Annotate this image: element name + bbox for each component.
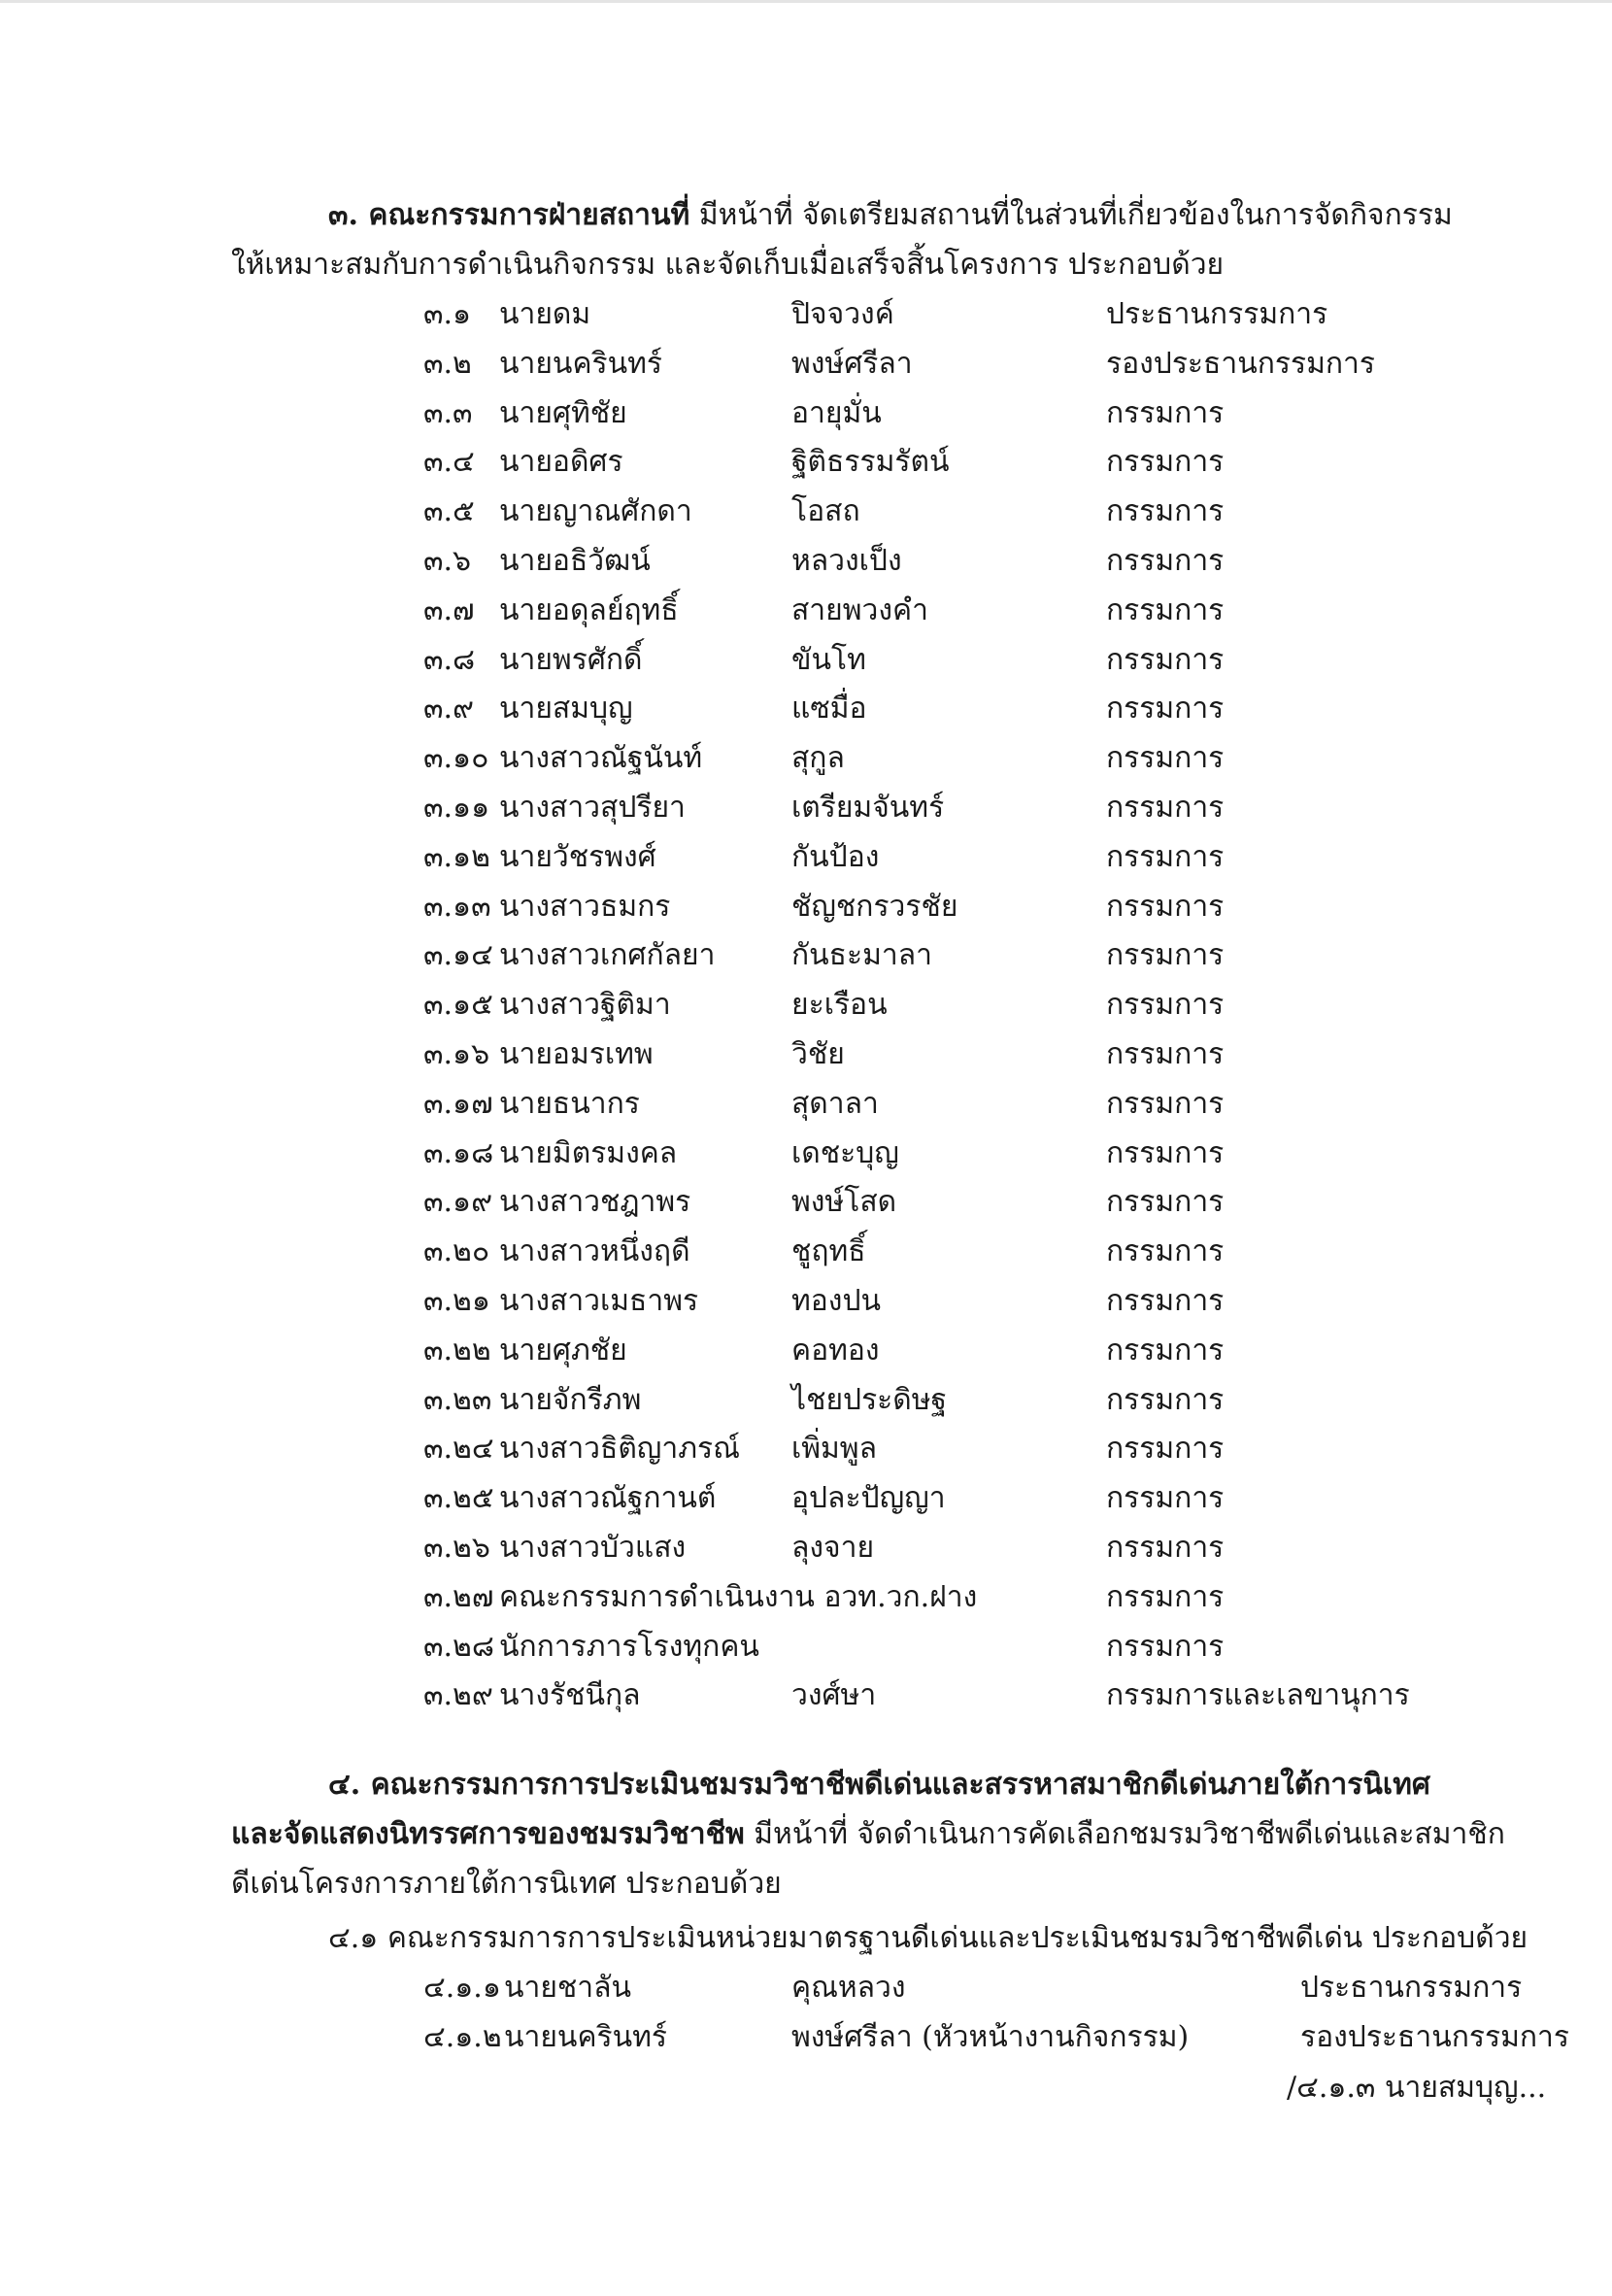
member-role: กรรมการ [1106, 938, 1225, 973]
member-surname: สุดาลา [791, 1086, 879, 1121]
member-role: ประธานกรรมการ [1106, 297, 1328, 331]
member-name: นายสมบุญ [499, 692, 633, 726]
member-number: ๓.๑๖ [423, 1037, 490, 1071]
member-number: ๓.๓ [423, 395, 473, 430]
member-name: นางสาวธิติญาภรณ์ [499, 1432, 740, 1467]
list-item [0, 1326, 1612, 1375]
list-item [0, 635, 1612, 685]
member-name: นายญาณศักดา [499, 494, 692, 529]
list-item [0, 980, 1612, 1030]
list-item [0, 289, 1612, 339]
member-name: นายอดุลย์ฤทธิ์ [499, 592, 679, 627]
list-item [0, 1129, 1612, 1178]
section4-1-title: ๔.๑ คณะกรรมการการประเมินหน่วยมาตรฐานดีเด่นและประเมินชมรมวิชาชีพดีเด่น ประกอบด้วย [328, 1921, 1528, 1955]
member-role: กรรมการ [1106, 1284, 1225, 1318]
member-role: กรรมการ [1106, 642, 1225, 677]
member-role: กรรมการ [1106, 791, 1225, 825]
member-surname: เพิ่มพูล [791, 1432, 877, 1467]
list-item [0, 1424, 1612, 1473]
list-item [0, 1963, 1612, 2012]
member-name: นางสาวธมกร [499, 889, 671, 924]
member-surname: ขันโท [791, 642, 866, 677]
member-surname: คอทอง [791, 1333, 880, 1367]
member-name: นายอดิศร [499, 445, 623, 480]
member-name: นางสาวสุปรียา [499, 791, 686, 825]
member-number: ๓.๒๗ [423, 1579, 494, 1614]
member-role: กรรมการ [1106, 1432, 1225, 1467]
member-name: นางสาวเมธาพร [499, 1284, 699, 1318]
member-name: นายพรศักดิ์ [499, 642, 643, 677]
member-role: กรรมการ [1106, 1531, 1225, 1565]
member-number: ๓.๒๖ [423, 1531, 490, 1565]
member-surname: เตรียมจันทร์ [791, 791, 945, 825]
member-role: กรรมการ [1106, 1382, 1225, 1417]
member-number: ๓.๒๓ [423, 1382, 492, 1417]
member-role: กรรมการ [1106, 1333, 1225, 1367]
section3-line1 [328, 190, 1453, 240]
section3-duty-line1: มีหน้าที่ จัดเตรียมสถานที่ในส่วนที่เกี่ยวข้องในการจัดกิจกรรม [689, 198, 1453, 232]
member-number: ๓.๑๔ [423, 938, 493, 973]
member-number: ๓.๕ [423, 494, 475, 529]
member-role: กรรมการ [1106, 544, 1225, 578]
member-name: นายวัชรพงศ์ [499, 839, 656, 874]
member-number: ๓.๙ [423, 692, 475, 726]
member-role: กรรมการ [1106, 839, 1225, 874]
section4-heading: ๔. คณะกรรมการการประเมินชมรมวิชาชีพดีเด่นและสรรหาสมาชิกดีเด่นภายใต้การนิเทศ [328, 1768, 1430, 1802]
list-item [0, 1375, 1612, 1425]
list-item [0, 2012, 1612, 2062]
member-name: นายนครินทร์ [504, 2020, 668, 2054]
member-name: นายจักรีภพ [499, 1382, 642, 1417]
member-number: ๓.๒ [423, 346, 472, 381]
member-surname: อุปละปัญญา [791, 1481, 946, 1516]
member-surname: กันธะมาลา [791, 938, 932, 973]
section3-duty-line2: ให้เหมาะสมกับการดำเนินกิจกรรม และจัดเก็บเมื่อเสร็จสิ้นโครงการ ประกอบด้วย [231, 248, 1225, 282]
member-surname: วงศ์ษา [791, 1678, 877, 1713]
member-role: กรรมการ [1106, 741, 1225, 776]
member-surname: ลุงจาย [791, 1531, 875, 1565]
section4-heading-line2: และจัดแสดงนิทรรศการของชมรมวิชาชีพ [231, 1817, 745, 1851]
continuation-note: /๔.๑.๓ นายสมบุญ... [1287, 2071, 1547, 2105]
member-number: ๔.๑.๒ [423, 2020, 502, 2054]
member-surname: อายุมั่น [791, 395, 882, 430]
member-surname: หลวงเป็ง [791, 544, 902, 578]
list-item [0, 733, 1612, 783]
member-number: ๓.๒๔ [423, 1432, 494, 1467]
list-item [0, 1227, 1612, 1276]
member-name: คณะกรรมการดำเนินงาน อวท.วก.ฝาง [499, 1579, 978, 1614]
member-role: กรรมการ [1106, 592, 1225, 627]
member-role: กรรมการ [1106, 1234, 1225, 1269]
member-role: กรรมการ [1106, 1579, 1225, 1614]
section4-line2 [231, 1809, 1505, 1859]
member-name: นายศุภชัย [499, 1333, 627, 1367]
list-item [0, 388, 1612, 438]
member-surname: ฐิติธรรมรัตน์ [791, 445, 950, 480]
member-surname: พงษ์ศรีลา (หัวหน้างานกิจกรรม) [791, 2020, 1190, 2054]
list-item [0, 1671, 1612, 1720]
member-number: ๓.๒๐ [423, 1234, 490, 1269]
member-surname: พงษ์โสด [791, 1185, 897, 1220]
member-name: นางสาวหนึ่งฤดี [499, 1234, 690, 1269]
list-item [0, 536, 1612, 586]
member-surname: ยะเรือน [791, 988, 888, 1023]
section4-heading-line1 [328, 1760, 1430, 1809]
member-number: ๓.๑๘ [423, 1135, 494, 1170]
member-role: กรรมการ [1106, 395, 1225, 430]
member-number: ๓.๗ [423, 592, 475, 627]
member-name: นายธนากร [499, 1086, 640, 1121]
scan-edge [0, 0, 1612, 3]
section4-duty-line3: ดีเด่นโครงการภายใต้การนิเทศ ประกอบด้วย [231, 1867, 782, 1901]
list-item [0, 487, 1612, 536]
member-role: รองประธานกรรมการ [1300, 2020, 1570, 2054]
member-number: ๓.๒๑ [423, 1284, 490, 1318]
member-surname: พงษ์ศรีลา [791, 346, 913, 381]
list-item [0, 882, 1612, 931]
member-role: กรรมการ [1106, 988, 1225, 1023]
member-number: ๔.๑.๑ [423, 1971, 501, 2005]
member-role: กรรมการ [1106, 1037, 1225, 1071]
member-name: นายศุทิชัย [499, 395, 627, 430]
list-item [0, 832, 1612, 882]
member-number: ๓.๑๕ [423, 988, 493, 1023]
member-role: กรรมการ [1106, 1135, 1225, 1170]
member-role: กรรมการและเลขานุการ [1106, 1678, 1410, 1713]
list-item [0, 1079, 1612, 1129]
list-item [0, 586, 1612, 635]
member-name: นักการภารโรงทุกคน [499, 1629, 759, 1664]
member-surname: ทองปน [791, 1284, 881, 1318]
member-number: ๓.๔ [423, 445, 475, 480]
member-role: กรรมการ [1106, 1086, 1225, 1121]
member-name: นางสาวฐิติมา [499, 988, 671, 1023]
member-name: นายอธิวัฒน์ [499, 544, 651, 578]
member-role: กรรมการ [1106, 445, 1225, 480]
member-name: นางสาวเกศกัลยา [499, 938, 716, 973]
member-number: ๓.๑๐ [423, 741, 489, 776]
member-role: กรรมการ [1106, 692, 1225, 726]
member-number: ๓.๖ [423, 544, 472, 578]
member-name: นายนครินทร์ [499, 346, 663, 381]
list-item [0, 1276, 1612, 1326]
member-number: ๓.๒๙ [423, 1678, 493, 1713]
member-name: นางสาวณัฐนันท์ [499, 741, 703, 776]
list-item [0, 1523, 1612, 1572]
member-surname: ไชยประดิษฐ [791, 1382, 948, 1417]
member-surname: ชูฤทธิ์ [791, 1234, 866, 1269]
member-number: ๓.๑๗ [423, 1086, 493, 1121]
member-number: ๓.๒๘ [423, 1629, 494, 1664]
member-role: กรรมการ [1106, 1481, 1225, 1516]
section3-heading: ๓. คณะกรรมการฝ่ายสถานที่ [328, 198, 690, 232]
member-role: กรรมการ [1106, 494, 1225, 529]
member-number: ๓.๑๙ [423, 1185, 493, 1220]
list-item [0, 930, 1612, 980]
member-surname: ปิจจวงค์ [791, 297, 894, 331]
member-role: รองประธานกรรมการ [1106, 346, 1376, 381]
list-item [0, 339, 1612, 388]
member-name: นางรัชนีกุล [499, 1678, 641, 1713]
list-item [0, 1622, 1612, 1671]
list-item [0, 783, 1612, 832]
list-item [0, 684, 1612, 733]
member-surname: กันป้อง [791, 839, 880, 874]
list-item [0, 1030, 1612, 1079]
member-number: ๓.๒๕ [423, 1481, 494, 1516]
member-name: นายมิตรมงคล [499, 1135, 678, 1170]
list-item [0, 437, 1612, 487]
member-number: ๓.๒๒ [423, 1333, 491, 1367]
member-number: ๓.๘ [423, 642, 476, 677]
member-surname: เดชะบุญ [791, 1135, 899, 1170]
member-role: กรรมการ [1106, 1629, 1225, 1664]
member-surname: แซมื่อ [791, 692, 867, 726]
member-name: นางสาวชฎาพร [499, 1185, 691, 1220]
member-name: นายอมรเทพ [499, 1037, 654, 1071]
member-role: กรรมการ [1106, 889, 1225, 924]
member-role: ประธานกรรมการ [1300, 1971, 1523, 2005]
member-surname: โอสถ [791, 494, 860, 529]
member-number: ๓.๑๓ [423, 889, 491, 924]
list-item [0, 1473, 1612, 1523]
section4-duty-line2: มีหน้าที่ จัดดำเนินการคัดเลือกชมรมวิชาชีพดีเด่นและสมาชิก [744, 1817, 1505, 1851]
member-number: ๓.๑๑ [423, 791, 490, 825]
list-item [0, 1572, 1612, 1622]
member-role: กรรมการ [1106, 1185, 1225, 1220]
member-number: ๓.๑๒ [423, 839, 490, 874]
member-surname: ชัญชกรวรชัย [791, 889, 958, 924]
member-name: นางสาวณัฐกานต์ [499, 1481, 717, 1516]
list-item [0, 1177, 1612, 1227]
member-name: นางสาวบัวแสง [499, 1531, 687, 1565]
member-surname: สุกูล [791, 741, 845, 776]
member-name: นายดม [499, 297, 591, 331]
member-number: ๓.๑ [423, 297, 472, 331]
member-surname: สายพวงคำ [791, 592, 928, 627]
member-surname: คุณหลวง [791, 1971, 906, 2005]
member-surname: วิชัย [791, 1037, 845, 1071]
member-name: นายชาลัน [504, 1971, 632, 2005]
